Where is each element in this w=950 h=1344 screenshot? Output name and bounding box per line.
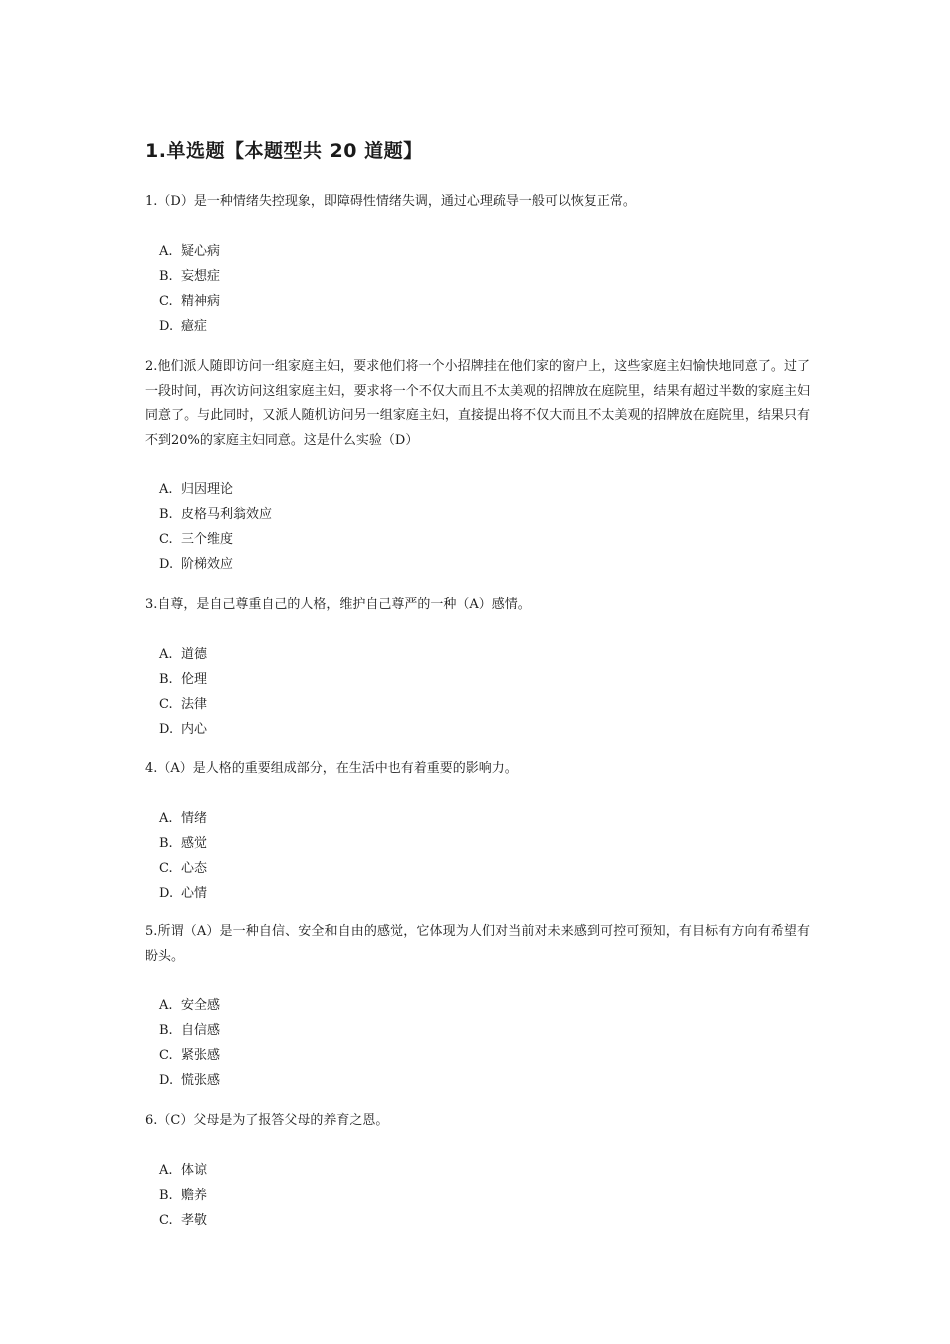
option-d [159, 881, 810, 906]
question-stem: 1.（D）是一种情绪失控现象，即障碍性情绪失调，通过心理疏导一般可以恢复正常。 [145, 194, 636, 209]
option-letter: B. [159, 1023, 173, 1038]
option-b [159, 1018, 810, 1043]
option-list [159, 1158, 810, 1233]
option-list [159, 993, 810, 1093]
option-c [159, 1208, 810, 1233]
option-text: 阶梯效应 [181, 557, 234, 572]
option-text: 癔症 [181, 318, 208, 334]
option-text: 皮格马利翁效应 [181, 507, 273, 522]
question-stem: 6.（C）父母是为了报答父母的养育之恩。 [145, 1113, 389, 1128]
option-text: 自信感 [181, 1023, 221, 1038]
option-a [159, 1158, 810, 1183]
question-stem: 4.（A）是人格的重要组成部分，在生活中也有着重要的影响力。 [145, 761, 518, 776]
option-text: 慌张感 [181, 1073, 221, 1088]
option-text: 道德 [181, 646, 208, 662]
option-letter: A. [159, 998, 173, 1013]
option-b [159, 667, 810, 692]
question-6 [145, 1109, 810, 1233]
option-list [159, 806, 810, 906]
option-text: 三个维度 [181, 532, 234, 547]
option-text: 孝敬 [181, 1212, 208, 1228]
option-letter: D. [159, 557, 174, 572]
question-2 [145, 355, 810, 577]
option-text: 紧张感 [181, 1048, 221, 1063]
option-a [159, 239, 810, 264]
option-text: 疑心病 [181, 243, 221, 259]
option-a [159, 477, 810, 502]
option-text: 安全感 [181, 998, 221, 1013]
option-b [159, 264, 810, 289]
option-d [159, 552, 810, 577]
option-text: 归因理论 [181, 482, 234, 497]
question-stem: 5.所谓（A）是一种自信、安全和自由的感觉，它体现为人们对当前对未来感到可控可预知，有目标有方向有希望有盼头。 [145, 924, 810, 964]
option-b [159, 1183, 810, 1208]
option-letter: C. [159, 293, 173, 309]
option-text: 妄想症 [181, 268, 221, 284]
question-5 [145, 920, 810, 1093]
option-a [159, 806, 810, 831]
option-list [159, 477, 810, 577]
option-a [159, 993, 810, 1018]
option-text: 感觉 [181, 835, 208, 851]
option-letter: D. [159, 721, 174, 737]
option-text: 情绪 [181, 810, 208, 826]
option-list [159, 239, 810, 339]
option-letter: B. [159, 671, 173, 687]
section-title: 1.单选题【本题型共 20 道题】 [145, 140, 423, 162]
question-4 [145, 757, 810, 906]
option-d [159, 314, 810, 339]
option-d [159, 717, 810, 742]
option-c [159, 1043, 810, 1068]
option-c [159, 692, 810, 717]
option-letter: D. [159, 885, 174, 901]
option-letter: B. [159, 1187, 173, 1203]
option-text: 赡养 [181, 1187, 208, 1203]
option-text: 精神病 [181, 293, 221, 309]
option-letter: C. [159, 1048, 173, 1063]
option-text: 心情 [181, 885, 208, 901]
option-letter: B. [159, 507, 173, 522]
option-letter: A. [159, 646, 173, 662]
question-3 [145, 593, 810, 742]
question-stem: 2.他们派人随即访问一组家庭主妇，要求他们将一个小招牌挂在他们家的窗户上，这些家庭主妇愉快地同意了。过了一段时间，再次访问这组家庭主妇，要求将一个不仅大而且不太美观的招牌放在庭院里，结果有超过半数的家庭主妇同意了。与此同时，又派人随机访问另一组家庭主妇，直接提出将不仅大而且不太美观的招牌放在庭院里，结果只有不到20%的家庭主妇同意。这是什么实验（D） [145, 359, 810, 448]
option-list [159, 642, 810, 742]
option-letter: C. [159, 1212, 173, 1228]
option-text: 内心 [181, 721, 208, 737]
question-1 [145, 190, 810, 339]
option-letter: C. [159, 696, 173, 712]
option-text: 伦理 [181, 671, 208, 687]
option-letter: A. [159, 243, 173, 259]
option-text: 法律 [181, 696, 208, 712]
option-letter: C. [159, 860, 173, 876]
option-a [159, 642, 810, 667]
option-b [159, 831, 810, 856]
option-letter: A. [159, 810, 173, 826]
option-d [159, 1068, 810, 1093]
option-letter: A. [159, 1162, 173, 1178]
option-text: 体谅 [181, 1162, 208, 1178]
option-letter: A. [159, 482, 173, 497]
question-stem: 3.自尊，是自己尊重自己的人格，维护自己尊严的一种（A）感情。 [145, 597, 531, 612]
option-text: 心态 [181, 860, 208, 876]
option-b [159, 502, 810, 527]
option-letter: B. [159, 835, 173, 851]
option-letter: D. [159, 1073, 174, 1088]
option-letter: B. [159, 268, 173, 284]
option-c [159, 856, 810, 881]
option-c [159, 527, 810, 552]
option-letter: C. [159, 532, 173, 547]
option-letter: D. [159, 318, 174, 334]
option-c [159, 289, 810, 314]
